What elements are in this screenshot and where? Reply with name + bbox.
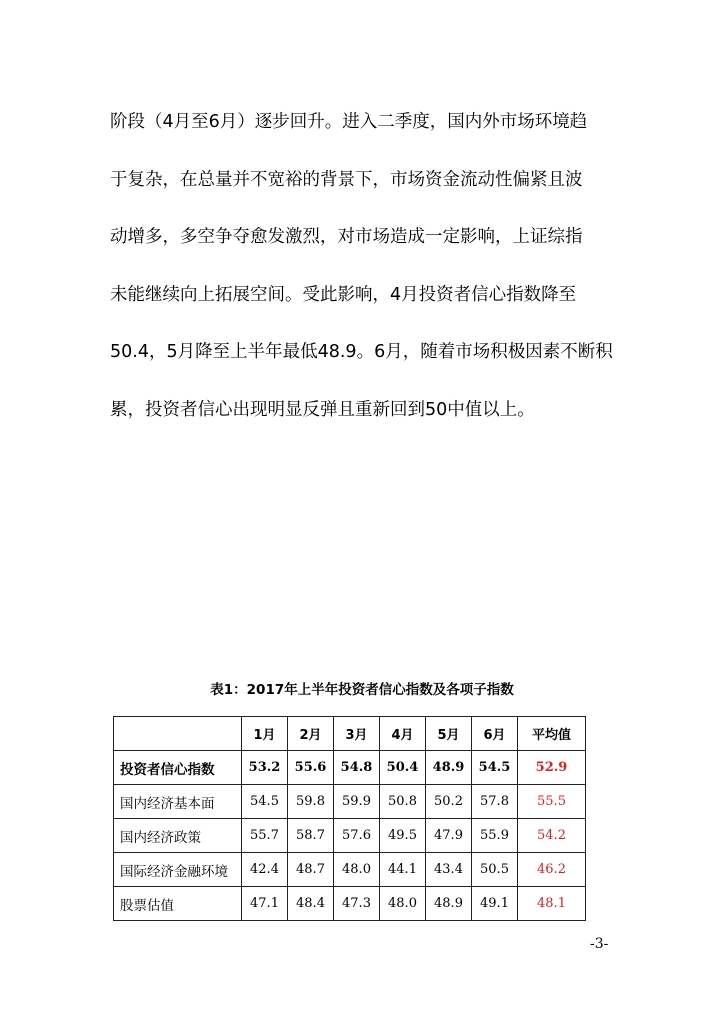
- table-cell: 49.1: [472, 887, 518, 921]
- table-row: [114, 887, 586, 921]
- table-cell: 48.0: [334, 853, 380, 887]
- table-cell: 54.8: [334, 751, 380, 785]
- table-cell: 59.9: [334, 785, 380, 819]
- table-cell: 48.7: [288, 853, 334, 887]
- table-row: [114, 785, 586, 819]
- table-cell: 48.9: [426, 887, 472, 921]
- confidence-index-table: [113, 716, 586, 921]
- header-cell-month: 2月: [288, 717, 334, 751]
- table-cell: 59.8: [288, 785, 334, 819]
- body-paragraph: [110, 94, 618, 440]
- table-cell: 50.8: [380, 785, 426, 819]
- table-cell: 49.5: [380, 819, 426, 853]
- header-cell-month: 3月: [334, 717, 380, 751]
- header-cell-month: 4月: [380, 717, 426, 751]
- table-cell: 50.5: [472, 853, 518, 887]
- table-header-row: [114, 717, 586, 751]
- row-label: 股票估值: [114, 887, 242, 921]
- average-cell: 54.2: [518, 819, 586, 853]
- header-cell-month: 1月: [242, 717, 288, 751]
- header-cell-month: 5月: [426, 717, 472, 751]
- table-cell: 53.2: [242, 751, 288, 785]
- header-cell-empty: [114, 717, 242, 751]
- row-label: 国内经济基本面: [114, 785, 242, 819]
- table-cell: 42.4: [242, 853, 288, 887]
- row-label: 国内经济政策: [114, 819, 242, 853]
- table-cell: 54.5: [472, 751, 518, 785]
- table-cell: 48.9: [426, 751, 472, 785]
- paragraph-line: 未能继续向上拓展空间。受此影响，4月投资者信心指数降至: [110, 284, 577, 305]
- table-cell: 58.7: [288, 819, 334, 853]
- paragraph-line: 50.4，5月降至上半年最低48.9。6月，随着市场积极因素不断积: [110, 342, 613, 363]
- table-cell: 55.6: [288, 751, 334, 785]
- table-cell: 48.0: [380, 887, 426, 921]
- page-number: -3-: [590, 936, 609, 952]
- table-cell: 57.8: [472, 785, 518, 819]
- table-cell: 54.5: [242, 785, 288, 819]
- row-label: 国际经济金融环境: [114, 853, 242, 887]
- table-cell: 48.4: [288, 887, 334, 921]
- header-cell-month: 6月: [472, 717, 518, 751]
- paragraph-line: 于复杂，在总量并不宽裕的背景下，市场资金流动性偏紧且波: [110, 169, 583, 190]
- table-caption: 表1：2017年上半年投资者信心指数及各项子指数: [210, 682, 514, 698]
- paragraph-line: 动增多，多空争夺愈发激烈，对市场造成一定影响，上证综指: [110, 227, 583, 248]
- table-cell: 44.1: [380, 853, 426, 887]
- table-row: [114, 819, 586, 853]
- average-cell: 52.9: [518, 751, 586, 785]
- row-label: 投资者信心指数: [114, 751, 242, 785]
- table-cell: 43.4: [426, 853, 472, 887]
- table-cell: 50.2: [426, 785, 472, 819]
- table-cell: 57.6: [334, 819, 380, 853]
- table-cell: 47.9: [426, 819, 472, 853]
- average-cell: 55.5: [518, 785, 586, 819]
- table-cell: 47.3: [334, 887, 380, 921]
- table-row: [114, 853, 586, 887]
- average-cell: 48.1: [518, 887, 586, 921]
- paragraph-line: 阶段（4月至6月）逐步回升。进入二季度，国内外市场环境趋: [110, 112, 588, 132]
- average-cell: 46.2: [518, 853, 586, 887]
- table-cell: 55.9: [472, 819, 518, 853]
- table-row: [114, 751, 586, 785]
- table-cell: 55.7: [242, 819, 288, 853]
- table-cell: 50.4: [380, 751, 426, 785]
- paragraph-line: 累，投资者信心出现明显反弹且重新回到50中值以上。: [110, 399, 535, 420]
- header-cell-average: 平均值: [518, 717, 586, 751]
- table-cell: 47.1: [242, 887, 288, 921]
